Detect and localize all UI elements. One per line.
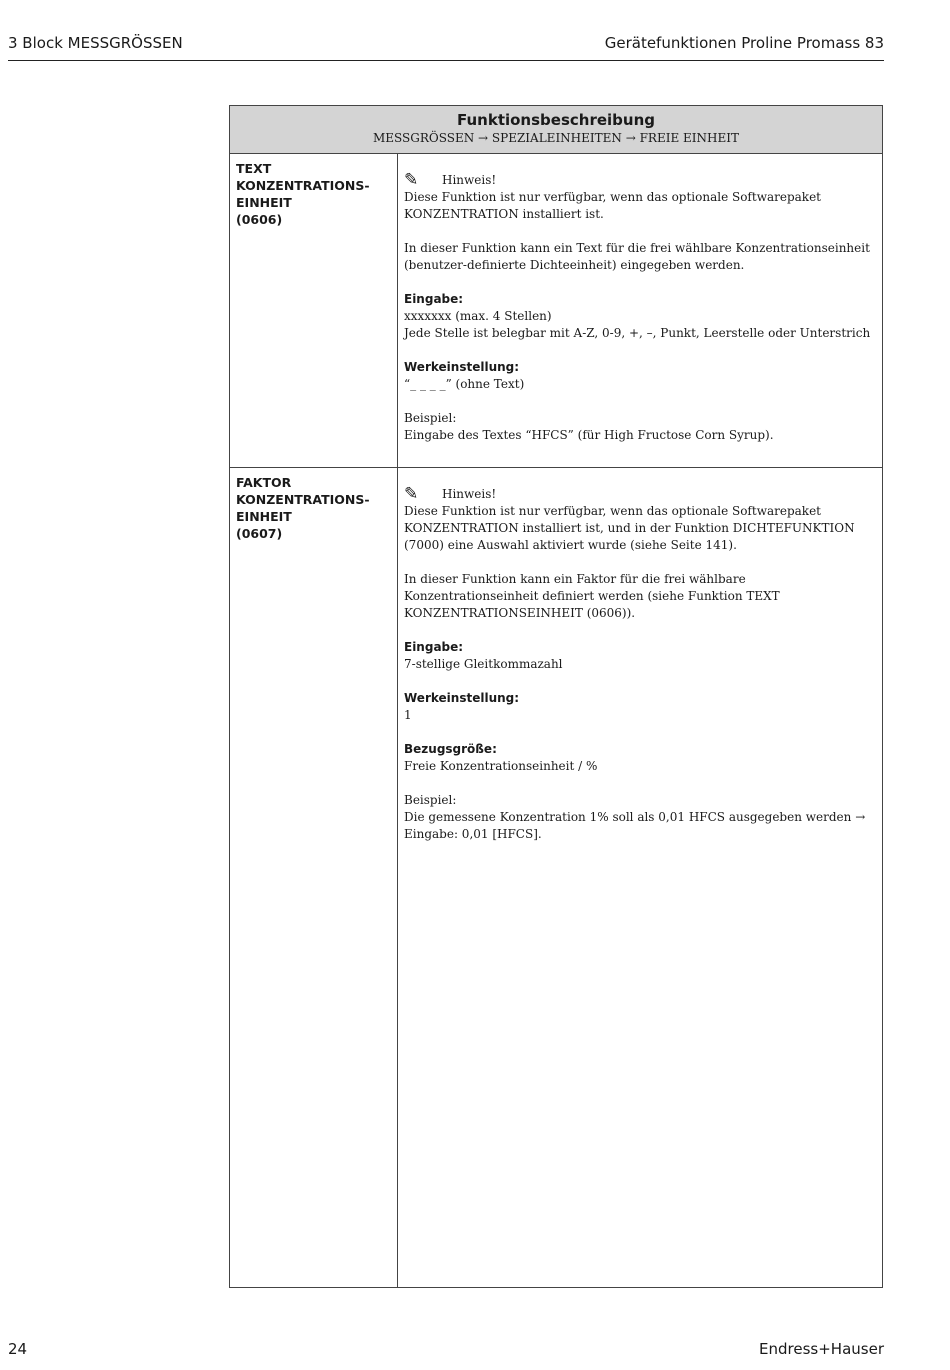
function-name-line: KONZENTRATIONS- [236,178,370,193]
pencil-icon: ✎ [404,484,419,504]
note-block [404,486,876,554]
description-text: In dieser Funktion kann ein Faktor für die frei wählbare Konzentrationseinheit definiert werden (siehe Funktion TEXT KONZENTRATIONSEINHEIT (0606)). [404,572,780,620]
function-row-0606 [230,154,882,468]
function-name-line: EINHEIT [236,509,292,524]
function-name-line: TEXT [236,161,272,176]
note-text: Diese Funktion ist nur verfügbar, wenn das optionale Softwarepaket KONZENTRATION installiert ist, und in der Funktion DICHTEFUNKTION (7000) eine Auswahl aktiviert wurde (siehe Seite 141). [404,504,855,552]
note-label: Hinweis! [442,173,497,187]
function-row-0607 [230,468,882,1287]
page-footer [8,1340,884,1362]
function-description [398,468,882,1287]
default-value: 1 [404,708,412,722]
function-name-line: KONZENTRATIONS- [236,492,370,507]
note-label: Hinweis! [442,487,497,501]
function-description [398,154,882,467]
function-code: (0607) [236,526,283,541]
input-value: Jede Stelle ist belegbar mit A-Z, 0-9, +, –, Punkt, Leerstelle oder Unterstrich [404,326,871,340]
pencil-icon: ✎ [404,170,419,190]
input-block [404,639,876,673]
note-block [404,172,876,223]
function-name [230,468,398,1287]
table-header [230,106,882,154]
input-block [404,291,876,342]
section-title: 3 Block MESSGRÖSSEN [8,34,183,52]
page-number: 24 [8,1340,28,1358]
input-label: Eingabe: [404,292,464,306]
note-text: Diese Funktion ist nur verfügbar, wenn das optionale Softwarepaket KONZENTRATION installiert ist. [404,190,821,221]
reference-label: Bezugsgröße: [404,742,497,756]
reference-block [404,741,876,775]
page-header [8,32,884,61]
function-name-line: EINHEIT [236,195,292,210]
default-value: “_ _ _ _” (ohne Text) [404,377,525,391]
input-value: 7-stellige Gleitkommazahl [404,657,563,671]
function-table [229,105,883,1288]
default-block [404,359,876,393]
table-title: Funktionsbeschreibung [456,111,655,129]
example-block [404,410,876,444]
function-name [230,154,398,467]
input-value: xxxxxxx (max. 4 Stellen) [404,309,552,323]
description-text: In dieser Funktion kann ein Text für die frei wählbare Konzentrationseinheit (benutzer-definierte Dichteeinheit) eingegeben werden. [404,241,870,272]
example-text: Eingabe des Textes “HFCS” (für High Fructose Corn Syrup). [404,428,774,442]
input-label: Eingabe: [404,640,464,654]
default-label: Werkeinstellung: [404,360,520,374]
function-code: (0606) [236,212,283,227]
document-title: Gerätefunktionen Proline Promass 83 [604,34,884,52]
default-block [404,690,876,724]
default-label: Werkeinstellung: [404,691,520,705]
function-name-line: FAKTOR [236,475,292,490]
example-label: Beispiel: [404,411,457,425]
example-label: Beispiel: [404,793,457,807]
menu-path: MESSGRÖSSEN → SPEZIALEINHEITEN → FREIE EINHEIT [373,131,739,145]
brand-name: Endress+Hauser [759,1340,884,1358]
reference-value: Freie Konzentrationseinheit / % [404,759,598,773]
example-text: Die gemessene Konzentration 1% soll als 0,01 HFCS ausgegeben werden → Eingabe: 0,01 [HFCS]. [404,810,866,841]
example-block [404,792,876,843]
